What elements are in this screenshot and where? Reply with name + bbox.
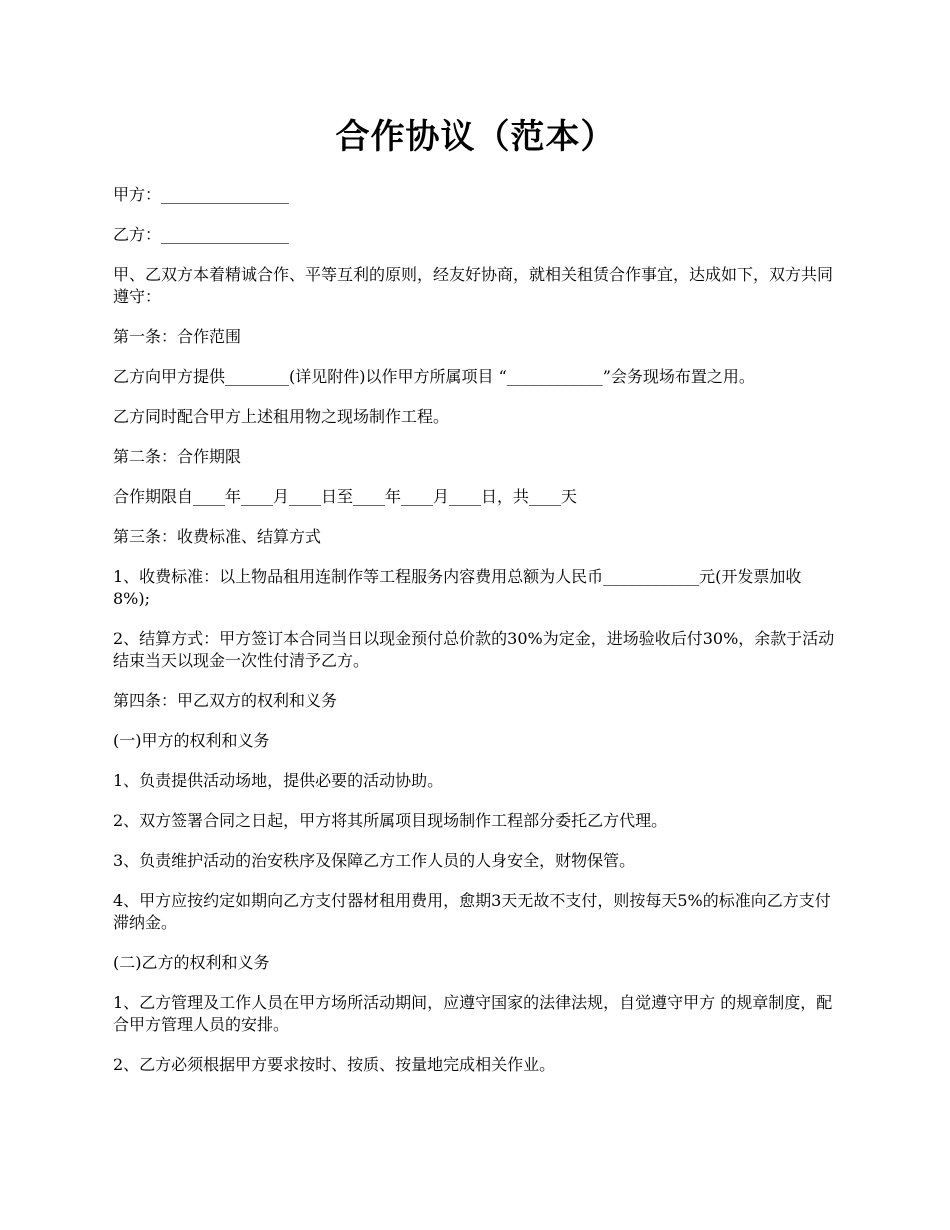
- article-1-clause-1: 乙方向甲方提供________(详见附件)以作甲方所属项目 “____________”会务现场布置之用。: [113, 367, 755, 386]
- party-b-rights-heading: (二)乙方的权利和义务: [113, 953, 270, 972]
- preamble-paragraph: 甲、乙双方本着精诚合作、平等互利的原则，经友好协商，就相关租赁合作事宜，达成如下，双方共同遵守：: [113, 265, 834, 306]
- article-1-heading: 第一条：合作范围: [113, 327, 242, 346]
- document-title: 合作协议（范本）: [335, 117, 616, 157]
- party-a-clause-3: 3、负责维护活动的治安秩序及保障乙方工作人员的人身安全，财物保管。: [113, 851, 636, 870]
- article-1-clause-2: 乙方同时配合甲方上述租用物之现场制作工程。: [113, 407, 450, 426]
- party-b-clause-2: 2、乙方必须根据甲方要求按时、按质、按量地完成相关作业。: [113, 1055, 556, 1074]
- article-2-heading: 第二条：合作期限: [113, 447, 242, 466]
- party-a-clause-2: 2、双方签署合同之日起，甲方将其所属项目现场制作工程部分委托乙方代理。: [113, 811, 668, 830]
- article-3-clause-1: 1、收费标准：以上物品租用连制作等工程服务内容费用总额为人民币____________元(开发票加收8%);: [113, 567, 802, 608]
- article-2-clause-1: 合作期限自____年____月____日至____年____月____日，共____天: [113, 487, 578, 506]
- party-a-clause-4: 4、甲方应按约定如期向乙方支付器材租用费用，愈期3天无故不支付，则按每天5%的标准向乙方支付滞纳金。: [113, 891, 831, 932]
- article-3-clause-2: 2、结算方式：甲方签订本合同当日以现金预付总价款的30%为定金，进场验收后付30%，余款于活动结束当天以现金一次性付清予乙方。: [113, 629, 835, 670]
- article-3-heading: 第三条：收费标准、结算方式: [113, 527, 322, 546]
- party-a-clause-1: 1、负责提供活动场地，提供必要的活动协助。: [113, 771, 444, 790]
- party-b-line: 乙方：________________: [113, 225, 290, 244]
- party-a-line: 甲方：________________: [113, 185, 290, 204]
- party-a-rights-heading: (一)甲方的权利和义务: [113, 731, 270, 750]
- party-b-clause-1: 1、乙方管理及工作人员在甲方场所活动期间，应遵守国家的法律法规，自觉遵守甲方 的规章制度，配合甲方管理人员的安排。: [113, 993, 833, 1034]
- article-4-heading: 第四条：甲乙双方的权利和义务: [113, 691, 338, 710]
